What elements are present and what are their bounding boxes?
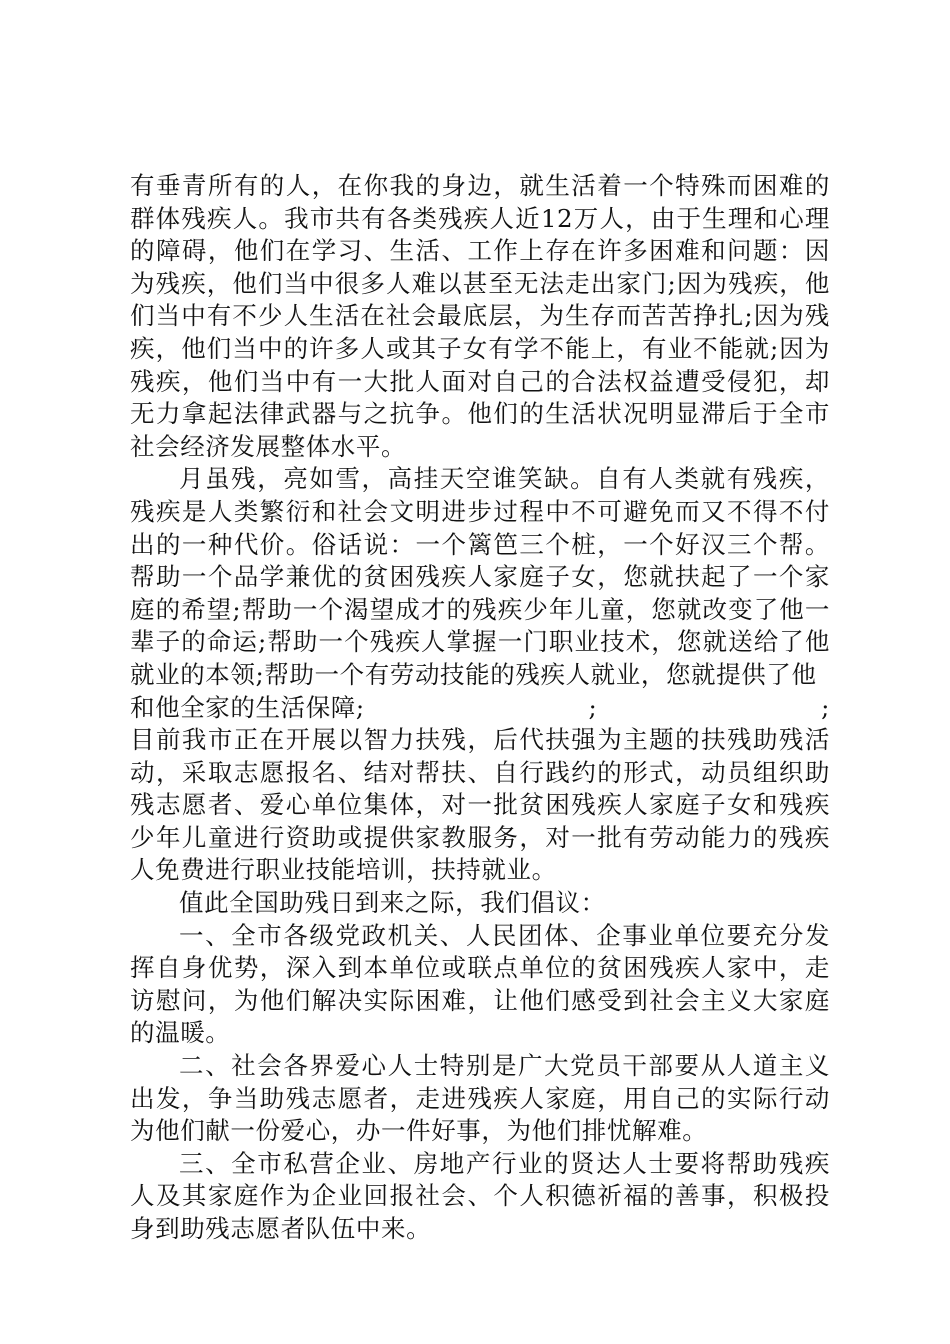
paragraph-proposal-2: 二、社会各界爱心人士特别是广大党员干部要从人道主义出发，争当助残志愿者，走进残疾人家庭，用自己的实际行动为他们献一份爱心，办一件好事，为他们排忧解难。 xyxy=(130,1051,830,1146)
semi-line-part-3: ; xyxy=(821,692,830,722)
paragraph-activity: 目前我市正在开展以智力扶残，后代扶强为主题的扶残助残活动，采取志愿报名、结对帮扶、自行践约的形式，动员组织助残志愿者、爱心单位集体，对一批贫困残疾人家庭子女和残疾少年儿童进行资助或提供家教服务，对一批有劳动能力的残疾人免费进行职业技能培训，扶持就业。 xyxy=(130,725,830,885)
paragraph-proposal-1: 一、全市各级党政机关、人民团体、企事业单位要充分发挥自身优势，深入到本单位或联点单位的贫困残疾人家中，走访慰问，为他们解决实际困难，让他们感受到社会主义大家庭的温暖。 xyxy=(130,920,830,1048)
paragraph-proposal-intro: 值此全国助残日到来之际，我们倡议： xyxy=(179,888,606,918)
semi-line-part-2: ; xyxy=(588,692,598,722)
paragraph-intro: 有垂青所有的人，在你我的身边，就生活着一个特殊而困难的群体残疾人。我市共有各类残疾人近12万人，由于生理和心理的障碍，他们在学习、生活、工作上存在许多困难和问题：因为残疾，他们当中很多人难以甚至无法走出家门;因为残疾，他们当中有不少人生活在社会最底层，为生存而苦苦挣扎;因为残疾，他们当中的许多人或其子女有学不能上，有业不能就;因为残疾，他们当中有一大批人面对自己的合法权益遭受侵犯，却无力拿起法律武器与之抗争。他们的生活状况明显滞后于全市社会经济发展整体水平。 xyxy=(130,171,830,461)
paragraph-moon: 月虽残，亮如雪，高挂天空谁笑缺。自有人类就有残疾，残疾是人类繁衍和社会文明进步过程中不可避免而又不得不付出的一种代价。俗话说：一个篱笆三个桩，一个好汉三个帮。帮助一个品学兼优的贫困残疾人家庭子女，您就扶起了一个家庭的希望;帮助一个渴望成才的残疾少年儿童，您就改变了他一辈子的命运;帮助一个残疾人掌握一门职业技术，您就送给了他就业的本领;帮助一个有劳动技能的残疾人就业，您就提供了他 xyxy=(130,464,830,689)
paragraph-proposal-3: 三、全市私营企业、房地产行业的贤达人士要将帮助残疾人及其家庭作为企业回报社会、个人积德祈福的善事，积极投身到助残志愿者队伍中来。 xyxy=(130,1148,830,1243)
semi-line-part-1: 和他全家的生活保障; xyxy=(130,692,365,722)
paragraph-moon-ending xyxy=(130,692,830,725)
document-body xyxy=(130,170,830,1246)
